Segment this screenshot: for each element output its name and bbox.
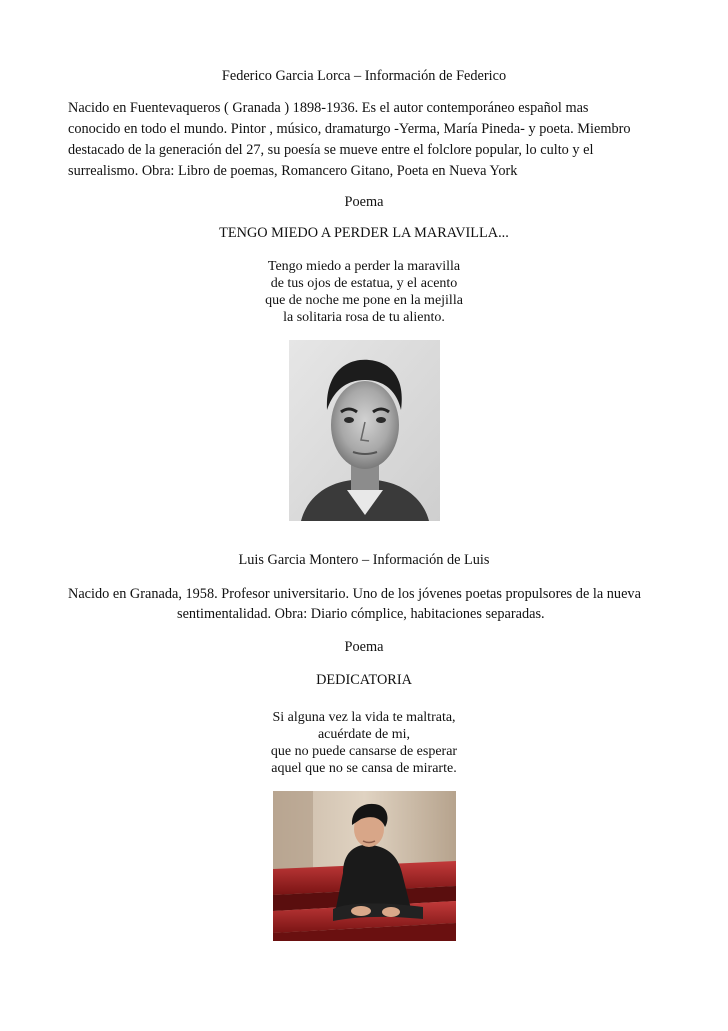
author-portrait-photo: [273, 791, 456, 941]
section-heading: Luis Garcia Montero – Información de Luis: [238, 552, 490, 568]
bio-line: Nacido en Granada, 1958. Profesor universitario. Uno de los jóvenes poetas propulsores de la nueva: [68, 586, 641, 602]
poem-line: que de noche me pone en la mejilla: [265, 293, 463, 308]
bio-line: destacado de la generación del 27, su poesía se mueve entre el folclore popular, lo culto y el: [68, 142, 594, 158]
bio-line: surrealismo. Obra: Libro de poemas, Romancero Gitano, Poeta en Nueva York: [68, 163, 518, 179]
poem-line: Si alguna vez la vida te maltrata,: [272, 710, 456, 725]
poem-title: TENGO MIEDO A PERDER LA MARAVILLA...: [219, 225, 509, 241]
author-portrait-photo: [289, 340, 440, 521]
poem-line: que no puede cansarse de esperar: [270, 744, 458, 759]
poem-label: Poema: [344, 194, 384, 210]
poem-label: Poema: [344, 639, 384, 655]
bio-line: sentimentalidad. Obra: Diario cómplice, habitaciones separadas.: [177, 606, 545, 622]
poem-line: de tus ojos de estatua, y el acento: [270, 276, 458, 291]
poem-line: Tengo miedo a perder la maravilla: [267, 259, 461, 274]
bio-line: Nacido en Fuentevaqueros ( Granada ) 1898-1936. Es el autor contemporáneo español mas: [68, 100, 589, 116]
poem-title: DEDICATORIA: [316, 672, 412, 688]
bio-line: conocido en todo el mundo. Pintor , músico, dramaturgo -Yerma, María Pineda- y poeta. Miembro: [68, 121, 631, 137]
section-heading: Federico Garcia Lorca – Información de Federico: [221, 68, 507, 84]
poem-line: aquel que no se cansa de mirarte.: [271, 761, 457, 776]
poem-line: acuérdate de mi,: [317, 727, 411, 742]
poem-line: la solitaria rosa de tu aliento.: [283, 310, 445, 325]
